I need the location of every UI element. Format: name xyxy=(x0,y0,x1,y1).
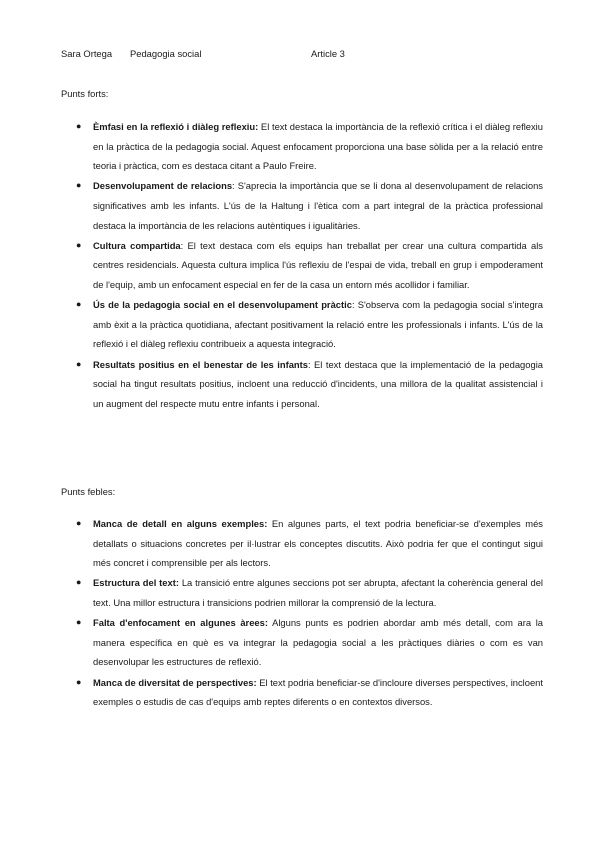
item-text: El text podria beneficiar-se d'incloure diverses perspectives, incloent exemples o estudis de cas d'equips amb reptes diferents o en contextos diversos. xyxy=(93,676,544,708)
list-item xyxy=(76,514,543,573)
item-lead: Estructura del text: xyxy=(93,577,179,589)
list-item xyxy=(76,117,543,176)
item-lead: Manca de detall en alguns exemples: xyxy=(93,518,268,529)
item-lead: Èmfasi en la reflexió i diàleg reflexiu: xyxy=(93,121,259,132)
item-lead: Falta d'enfocament en algunes àrees: xyxy=(93,617,268,629)
item-text: : El text destaca que la implementació de la pedagogia social ha tingut resultats positius, incloent una reducció d'incidents, una millora de la qualitat assistencial i un augment del respecte mutu entre infants i personal. xyxy=(93,358,544,409)
bullet-icon: ● xyxy=(76,239,82,250)
bullet-icon: ● xyxy=(76,180,82,191)
article-label: Article 3 xyxy=(311,48,345,59)
item-lead: Manca de diversitat de perspectives: xyxy=(93,676,257,688)
list-item xyxy=(76,673,544,712)
bullet-icon: ● xyxy=(76,299,82,310)
bullet-icon: ● xyxy=(76,518,82,528)
bullet-icon: ● xyxy=(76,617,82,628)
bullet-icon: ● xyxy=(76,358,82,369)
list-item xyxy=(76,355,544,414)
item-text: La transició entre algunes seccions pot ser abrupta, afectant la coherència general del text. Una millor estructura i transicions podrien millorar la comprensió de la lectura. xyxy=(93,577,544,608)
item-lead: Cultura compartida xyxy=(93,239,181,251)
bullet-icon: ● xyxy=(76,121,82,131)
list-item xyxy=(76,176,543,235)
author-name: Sara Ortega xyxy=(61,48,113,59)
item-text: El text destaca la importància de la reflexió crítica i el diàleg reflexiu en la pràctica de la pedagogia social. Aquest enfocament proporciona una base sòlida per a la relació entre teoria i pràctica, com es destaca citant a Paulo Freire. xyxy=(93,121,543,172)
list-item xyxy=(76,573,544,612)
weak-points-list xyxy=(76,514,544,712)
item-text: : S'observa com la pedagogia social s'integra amb èxit a la pràctica quotidiana, afectant positivament la relació entre les professionals i infants. L'ús de la reflexió i el diàleg reflexiu contribueix a aquesta integració. xyxy=(93,299,543,350)
item-lead: Resultats positius en el benestar de les infants xyxy=(93,358,308,370)
item-lead: Ús de la pedagogia social en el desenvolupament pràctic xyxy=(93,299,352,311)
strong-points-title: Punts forts: xyxy=(61,88,109,99)
strong-points-list xyxy=(76,117,544,414)
list-item xyxy=(76,613,543,672)
bullet-icon: ● xyxy=(76,676,82,687)
list-item xyxy=(76,295,543,354)
subject-name: Pedagogia social xyxy=(130,48,202,59)
weak-points-title: Punts febles: xyxy=(61,486,116,497)
item-text: En algunes parts, el text podria beneficiar-se d'exemples més detallats o situacions concretes per il·lustrar els conceptes discutits. Això podria fer que el contingut sigui més concret i comprensible per als lectors. xyxy=(93,518,543,569)
item-text: : S'aprecia la importància que se li dona al desenvolupament de relacions significatives amb les infants. L'ús de la Haltung i l'ètica com a part integral de la pràctica professional destaca la importància de les relacions autèntiques i igualitàries. xyxy=(93,180,543,231)
item-lead: Desenvolupament de relacions xyxy=(93,180,233,192)
bullet-icon: ● xyxy=(76,577,82,588)
list-item xyxy=(76,236,543,295)
item-text: Alguns punts es podrien abordar amb més detall, com ara la manera específica en què es va integrar la pedagogia social a les pràctiques diàries o com es van desenvolupar les estructures de reflexió. xyxy=(93,617,543,668)
item-text: : El text destaca com els equips han treballat per crear una cultura compartida als centres residencials. Aquesta cultura implica l'ús reflexiu de l'espai de vida, treball en grup i empoderament de l'equip, amb un enfocament especial en fer de la casa un entorn més acollidor i familiar. xyxy=(93,239,543,290)
